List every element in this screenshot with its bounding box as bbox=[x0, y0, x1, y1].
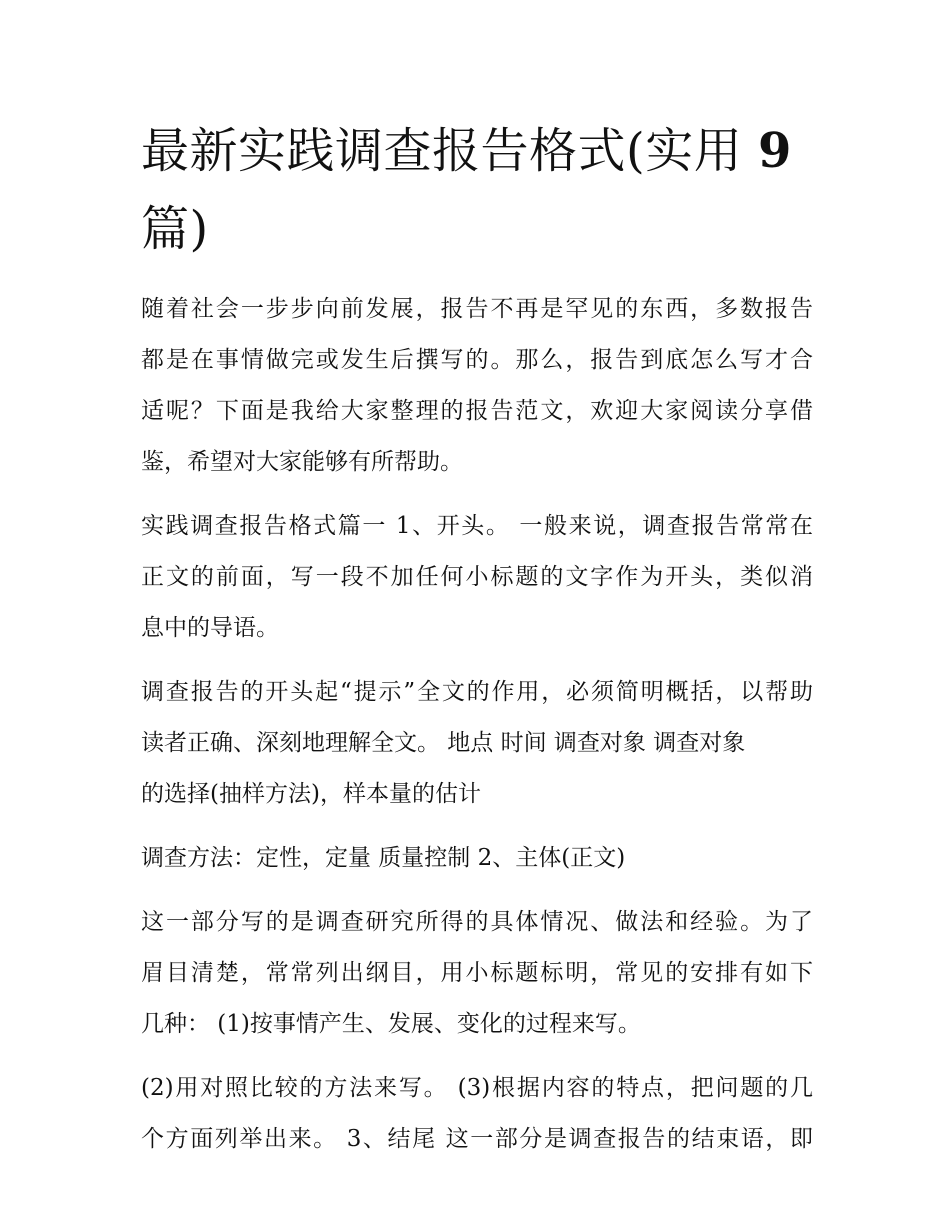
paragraph-line: 读者正确、深刻地理解全文。 地点 时间 调查对象 调查对象 bbox=[141, 730, 746, 756]
title-line-1: 最新实践调查报告格式(实用 9 bbox=[141, 123, 792, 179]
paragraph-line: 适呢？下面是我给大家整理的报告范文，欢迎大家阅读分享借 bbox=[141, 398, 813, 424]
paragraph-opening-role bbox=[141, 667, 813, 820]
paragraph-line: 息中的导语。 bbox=[141, 615, 279, 641]
paragraph-methods bbox=[141, 833, 813, 884]
paragraph-line: 实践调查报告格式篇一 1、开头。 一般来说，调查报告常常在 bbox=[141, 513, 813, 539]
paragraph-line: (2)用对照比较的方法来写。 (3)根据内容的特点，把问题的几 bbox=[141, 1075, 813, 1101]
paragraph-line: 这一部分写的是调查研究所得的具体情况、做法和经验。为了 bbox=[141, 909, 813, 935]
paragraph-line: 都是在事情做完或发生后撰写的。那么，报告到底怎么写才合 bbox=[141, 347, 813, 373]
title-number: 9 bbox=[758, 123, 792, 179]
document-title bbox=[141, 112, 813, 268]
paragraph-line: 调查报告的开头起“提示”全文的作用，必须简明概括，以帮助 bbox=[141, 679, 813, 705]
paragraph-line: 几种： (1)按事情产生、发展、变化的过程来写。 bbox=[141, 1011, 641, 1037]
paragraph-line: 眉目清楚，常常列出纲目，用小标题标明，常见的安排有如下 bbox=[141, 960, 813, 986]
paragraph-line: 随着社会一步步向前发展，报告不再是罕见的东西，多数报告 bbox=[141, 296, 813, 322]
paragraph-intro bbox=[141, 284, 813, 488]
paragraph-comparison bbox=[141, 1063, 813, 1165]
document-body bbox=[141, 112, 813, 1165]
paragraph-main-body bbox=[141, 897, 813, 1050]
paragraph-line: 正文的前面，写一段不加任何小标题的文字作为开头，类似消 bbox=[141, 564, 813, 590]
paragraph-line: 的选择(抽样方法)，样本量的估计 bbox=[141, 781, 481, 807]
paragraph-line: 调查方法：定性，定量 质量控制 2、主体(正文) bbox=[141, 845, 626, 871]
paragraph-opening bbox=[141, 501, 813, 654]
paragraph-line: 个方面列举出来。 3、结尾 这一部分是调查报告的结束语，即 bbox=[141, 1126, 813, 1152]
title-line-2: 篇) bbox=[141, 201, 209, 257]
paragraph-line: 鉴，希望对大家能够有所帮助。 bbox=[141, 449, 463, 475]
